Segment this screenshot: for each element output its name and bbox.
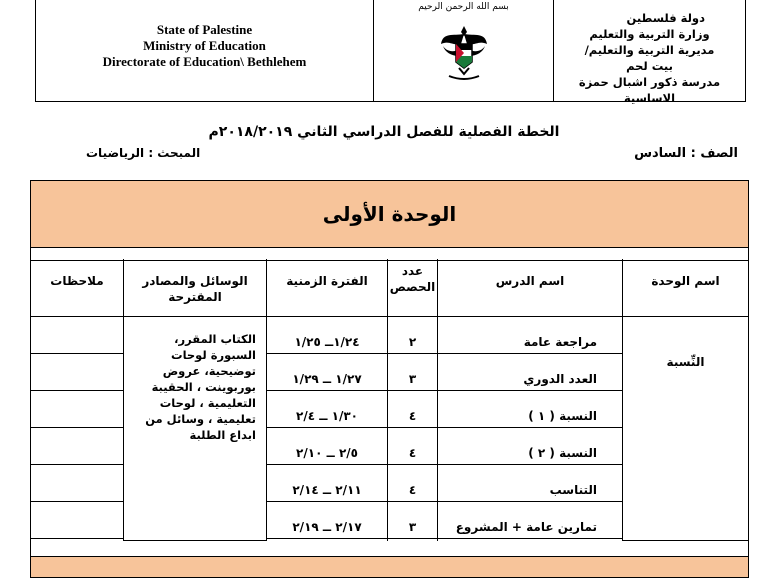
lesson-name: النسبة ( ٢ ) [528, 446, 597, 460]
grade-label: الصف : السادس [634, 146, 738, 161]
lesson-count: ٣ [408, 520, 417, 534]
plan-table [30, 180, 749, 578]
table-row [388, 465, 437, 502]
next-unit-bar [31, 556, 748, 577]
header-unit: اسم الوحدة [622, 259, 748, 317]
table-row [267, 502, 387, 539]
period-column [266, 317, 387, 541]
table-row [438, 391, 622, 428]
lesson-column [437, 317, 622, 541]
table-row [388, 502, 437, 539]
table-row [388, 354, 437, 391]
count-column [387, 317, 437, 541]
table-row [267, 317, 387, 354]
lesson-name: مراجعة عامة [523, 335, 597, 349]
lesson-name: التناسب [549, 483, 597, 497]
arabic-ministry-line: وزارة التربية والتعليم [589, 27, 710, 41]
arabic-header [554, 0, 745, 105]
table-row [438, 502, 622, 539]
lesson-count: ٣ [408, 372, 417, 386]
notes-cell [31, 428, 123, 465]
lesson-count: ٤ [408, 409, 417, 423]
lesson-period: ٢/١١ ــ ٢/١٤ [292, 483, 362, 497]
lesson-period: ٢/٥ ــ ٢/١٠ [296, 446, 358, 460]
table-row [388, 428, 437, 465]
arabic-state-line: دولة فلسطين [626, 11, 705, 25]
arabic-school-line: مدرسة ذكور اشبال حمزة الاساسية [578, 75, 721, 105]
bismillah: بسم الله الرحمن الرحيم [418, 2, 509, 12]
header-lesson: اسم الدرس [437, 259, 622, 317]
notes-column [31, 317, 123, 541]
lesson-period: ٢/١٧ ــ ٢/١٩ [292, 520, 362, 534]
table-row [388, 391, 437, 428]
lesson-name: النسبة ( ١ ) [528, 409, 597, 423]
unit-name: النِّسبة [623, 317, 748, 541]
table-row [438, 317, 622, 354]
arabic-directorate-line: مديرية التربية والتعليم/ [584, 43, 715, 57]
header-count: عدد الحصص [387, 259, 437, 317]
resources-column [123, 317, 266, 541]
table-row [267, 465, 387, 502]
lesson-period: ١/٢٤ــ ١/٢٥ [294, 335, 360, 349]
lesson-count: ٤ [408, 483, 417, 497]
header-period: الفترة الزمنية [266, 259, 387, 317]
header-resources: الوسائل والمصادر المقترحة [123, 259, 266, 317]
unit-title: الوحدة الأولى [322, 202, 457, 226]
table-row [438, 465, 622, 502]
notes-cell [31, 354, 123, 391]
notes-cell [31, 502, 123, 539]
table-row [267, 391, 387, 428]
palestine-eagle-emblem-icon [439, 22, 489, 84]
resources-text: الكتاب المقرر، السبورة لوحات توضيحية، عروض بوربوينت ، الحقيبة التعليمية ، لوحات تعليمية ، وسائل من ابداع الطلبة [124, 317, 266, 541]
arabic-city-line: بيت لحم [626, 59, 673, 73]
subject-label: المبحث : الرياضيات [86, 146, 201, 160]
document-header [35, 0, 746, 105]
table-body [31, 317, 748, 541]
table-row [267, 354, 387, 391]
plan-title: الخطة الفصلية للفصل الدراسي الثاني ٢٠١٨/٢٠١٩م [208, 124, 560, 140]
lessons-table [31, 259, 748, 541]
lesson-name: تمارين عامة + المشروع [455, 520, 597, 534]
ministry-line: Ministry of Education [143, 38, 266, 53]
state-line: State of Palestine [156, 22, 253, 37]
table-row [388, 317, 437, 354]
header-notes: ملاحظات [31, 259, 123, 317]
lesson-count: ٢ [408, 335, 417, 349]
lesson-period: ١/٢٧ ــ ١/٢٩ [292, 372, 362, 386]
emblem-cell [374, 0, 554, 101]
lesson-name: العدد الدوري [523, 372, 597, 386]
table-row [438, 354, 622, 391]
notes-cell [31, 465, 123, 502]
lesson-period: ١/٣٠ ــ ٢/٤ [296, 409, 358, 423]
unit-title-bar [31, 181, 748, 248]
table-header-row [31, 259, 748, 317]
table-row [438, 428, 622, 465]
table-row [267, 428, 387, 465]
notes-cell [31, 317, 123, 354]
lesson-count: ٤ [408, 446, 417, 460]
notes-cell [31, 391, 123, 428]
unit-column [622, 317, 748, 541]
directorate-line: Directorate of Education\ Bethlehem [102, 54, 307, 69]
english-header [36, 0, 374, 101]
